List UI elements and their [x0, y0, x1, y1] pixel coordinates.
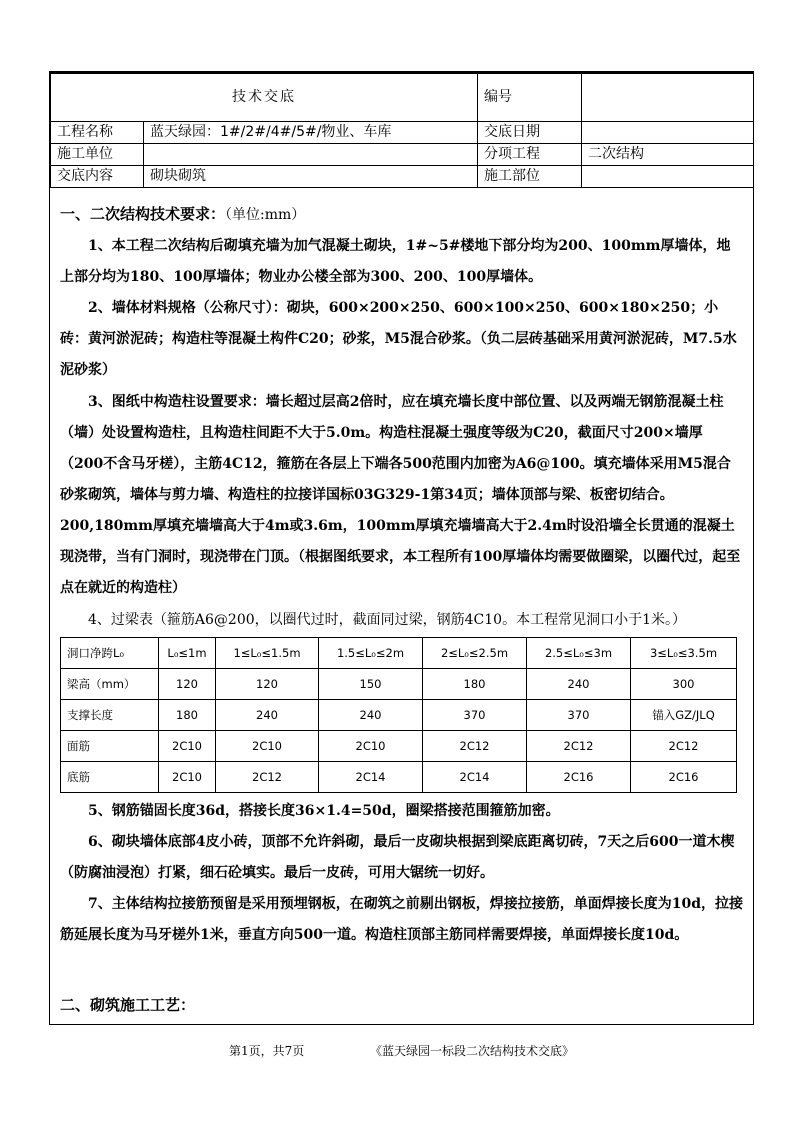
table-cell: 300	[631, 669, 737, 700]
table-cell: 支撑长度	[61, 700, 159, 731]
table-cell: 2C12	[631, 731, 737, 762]
table-cell: 120	[159, 669, 216, 700]
table-cell: 面筋	[61, 731, 159, 762]
table-cell: 2C12	[216, 762, 319, 793]
table-cell: 2C10	[159, 762, 216, 793]
paragraph-5-text: 5、钢筋锚固长度36d，搭接长度36×1.4=50d，圈梁搭接范围箍筋加密。	[88, 803, 560, 819]
section1-title: 一、二次结构技术要求：	[60, 205, 226, 223]
footer-doc-title: 《蓝天绿园一标段二次结构技术交底》	[370, 1044, 575, 1058]
table-cell: 2C10	[216, 731, 319, 762]
table-cell: 2C12	[423, 731, 527, 762]
project-name-label: 工程名称	[51, 122, 144, 144]
table-cell: 120	[216, 669, 319, 700]
number-value	[582, 74, 754, 122]
lintel-header-cell: 洞口净跨L₀	[61, 638, 159, 669]
table-cell: 2C14	[423, 762, 527, 793]
lintel-header-cell: 1.5≤L₀≤2m	[319, 638, 423, 669]
sub-value: 二次结构	[582, 144, 754, 166]
sub-label: 分项工程	[478, 144, 582, 166]
table-cell: 180	[159, 700, 216, 731]
content-label: 交底内容	[51, 166, 144, 188]
table-cell: 2C12	[527, 731, 631, 762]
unit-label: 施工单位	[51, 144, 144, 166]
lintel-header-cell: 2.5≤L₀≤3m	[527, 638, 631, 669]
table-cell: 2C10	[159, 731, 216, 762]
paragraph-4	[60, 605, 743, 636]
date-value	[582, 122, 754, 144]
table-cell: 370	[527, 700, 631, 731]
table-cell: 240	[319, 700, 423, 731]
lintel-header-row	[61, 638, 737, 669]
table-cell: 梁高（mm）	[61, 669, 159, 700]
paragraph-7-text: 7、主体结构拉接筋预留是采用预埋钢板，在砌筑之前剔出钢板，焊接拉接筋，单面焊接长度为10d，拉接筋延展长度为马牙槎外1米，垂直方向500一道。构造柱顶部主筋同样需要焊接，单面焊接长度10d。	[60, 896, 744, 943]
section2-heading: 二、砌筑施工工艺：	[60, 996, 196, 1014]
paragraph-5	[60, 796, 743, 827]
table-cell: 150	[319, 669, 423, 700]
lintel-table	[60, 637, 737, 793]
section1-unit: （单位:mm）	[225, 207, 306, 223]
page-number: 第1页，共7页	[229, 1044, 305, 1058]
content-value: 砌块砌筑	[144, 166, 478, 188]
paragraph-1	[60, 231, 743, 293]
paragraph-1-text: 1、本工程二次结构后砌填充墙为加气混凝土砌块，1#~5#楼地下部分均为200、100mm厚墙体，地上部分均为180、100厚墙体；物业办公楼全部为300、200、100厚墙体。	[60, 238, 731, 285]
section1-heading	[60, 203, 305, 224]
header-table	[50, 73, 754, 188]
paragraph-2-text: 2、墙体材料规格（公称尺寸）：砌块，600×200×250、600×100×250、600×180×250；小砖：黄河淤泥砖；构造柱等混凝土构件C20；砂浆，M5混合砂浆。（负二层砖基础采用黄河淤泥砖，M7.5水泥砂浆）	[60, 300, 737, 378]
table-cell: 370	[423, 700, 527, 731]
lintel-header-cell: 1≤L₀≤1.5m	[216, 638, 319, 669]
unit-value	[144, 144, 478, 166]
paragraph-6-text: 6、砌块墙体底部4皮小砖，顶部不允许斜砌，最后一皮砌块根据到梁底距离切砖，7天之后600一道木楔（防腐油浸泡）打紧，细石砼填实。最后一皮砖，可用大锯统一切好。	[60, 834, 735, 881]
lintel-header-cell: 3≤L₀≤3.5m	[631, 638, 737, 669]
paragraph-7	[60, 889, 743, 951]
table-row	[61, 700, 737, 731]
table-cell: 240	[216, 700, 319, 731]
paragraph-4-text: 4、过梁表（箍筋A6@200，以圈代过时，截面同过梁，钢筋4C10。本工程常见洞口小于1米。）	[88, 612, 686, 628]
table-cell: 180	[423, 669, 527, 700]
lintel-header-cell: 2≤L₀≤2.5m	[423, 638, 527, 669]
table-row	[61, 762, 737, 793]
table-cell: 底筋	[61, 762, 159, 793]
document-page	[49, 72, 754, 1025]
paragraph-3-text: 3、图纸中构造柱设置要求：墙长超过层高2倍时，应在填充墙长度中部位置、以及两端无钢筋混凝土柱（墙）处设置构造柱，且构造柱间距不大于5.0m。构造柱混凝土强度等级为C20，截面尺寸200×墙厚（200不含马牙槎），主筋4C12，箍筋在各层上下端各500范围内加密为A6@100。填充墙体采用M5混合砂浆砌筑，墙体与剪力墙、构造柱的拉接详国标03G329-1第34页；墙体顶部与梁、板密切结合。200,180mm厚填充墙墙高大于4m或3.6m，100mm厚填充墙墙高大于2.4m时设沿墙全长贯通的混凝土现浇带，当有门洞时，现浇带在门顶。（根据图纸要求，本工程所有100厚墙体均需要做圈梁，以圈代过，起至点在就近的构造柱）	[60, 394, 741, 596]
paragraph-3	[60, 387, 743, 604]
table-row	[61, 731, 737, 762]
table-cell: 锚入GZ/JLQ	[631, 700, 737, 731]
project-name-value: 蓝天绿园：1#/2#/4#/5#/物业、车库	[144, 122, 478, 144]
location-label: 施工部位	[478, 166, 582, 188]
table-cell: 2C16	[631, 762, 737, 793]
table-row	[61, 669, 737, 700]
table-cell: 2C10	[319, 731, 423, 762]
table-cell: 240	[527, 669, 631, 700]
table-cell: 2C14	[319, 762, 423, 793]
table-cell: 2C16	[527, 762, 631, 793]
number-label: 编号	[478, 74, 582, 122]
paragraph-2	[60, 293, 743, 386]
doc-title: 技术交底	[51, 74, 478, 122]
date-label: 交底日期	[478, 122, 582, 144]
paragraph-6	[60, 827, 743, 889]
location-value	[582, 166, 754, 188]
lintel-header-cell: L₀≤1m	[159, 638, 216, 669]
